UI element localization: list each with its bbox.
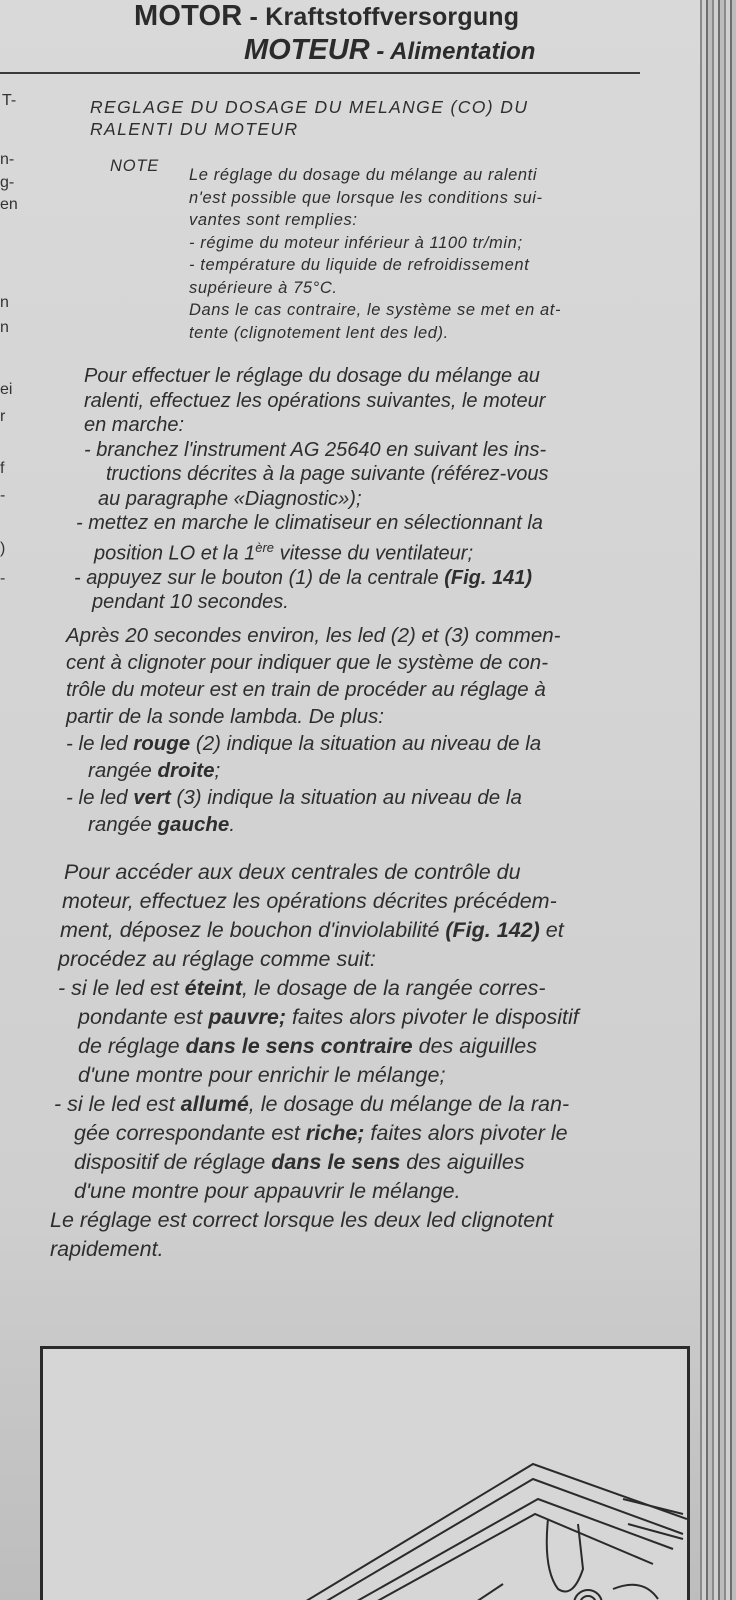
body-line [66, 730, 561, 757]
figure-ref: (Fig. 141) [444, 566, 533, 589]
body-line: tructions décrites à la page suivante (référez-vous [106, 463, 549, 485]
body-line [50, 916, 579, 945]
section-title [90, 96, 528, 140]
left-fragment: ) [0, 540, 6, 557]
header-fr-main: MOTEUR [244, 34, 370, 66]
emphasis: gauche [157, 813, 230, 836]
emphasis: éteint [184, 976, 243, 1000]
body-text: gée correspondante est [74, 1121, 306, 1145]
left-fragment: ei [0, 381, 13, 398]
figure-box [40, 1346, 690, 1600]
note-text [189, 164, 561, 344]
left-fragment: n [0, 319, 9, 336]
body-line [50, 1119, 579, 1148]
body-text: faites alors pivoter le dispositif [285, 1005, 579, 1029]
section-title-line: RALENTI DU MOTEUR [90, 119, 299, 139]
body-text: des aiguilles [400, 1150, 525, 1174]
superscript: ère [255, 539, 275, 555]
note-label: NOTE [110, 157, 160, 175]
left-fragment: T- [2, 92, 17, 109]
body-text: dispositif de réglage [74, 1150, 272, 1174]
body-text: (3) indique la situation au niveau de la [170, 786, 522, 809]
body-line [66, 784, 561, 811]
body-text: de réglage [78, 1034, 186, 1058]
body-line: Le réglage est correct lorsque les deux led clignotent [50, 1208, 554, 1232]
body-text: des aiguilles [412, 1034, 537, 1058]
left-fragment: f [0, 460, 5, 477]
note-line: vantes sont remplies: [189, 211, 358, 229]
body-line: procédez au réglage comme suit: [58, 947, 376, 971]
emphasis: dans le sens [271, 1150, 401, 1174]
note-line: - température du liquide de refroidissement [189, 256, 530, 274]
left-fragment: n [0, 294, 9, 311]
note-line: tente (clignotement lent des led). [189, 323, 449, 342]
body-line [66, 811, 561, 838]
body-line [50, 1090, 579, 1119]
body-text: rangée [88, 813, 158, 836]
emphasis: riche; [305, 1121, 365, 1145]
note-line: - régime du moteur inférieur à 1100 tr/min; [189, 233, 523, 252]
body-line [84, 536, 548, 566]
body-line: pendant 10 secondes. [92, 591, 289, 614]
body-text: rangée [88, 759, 158, 782]
body-line: en marche: [84, 414, 185, 436]
paragraph-adjustment [50, 858, 579, 1264]
left-fragment: - [0, 570, 6, 587]
body-line [50, 1148, 579, 1177]
left-fragment: n- [0, 151, 15, 168]
emphasis: dans le sens contraire [185, 1034, 413, 1058]
body-line: Après 20 secondes environ, les led (2) et (3) commen- [66, 624, 561, 647]
body-line [50, 1003, 579, 1032]
body-text: position LO et la 1 [94, 542, 256, 565]
figure-ref: (Fig. 142) [445, 918, 540, 942]
body-line: moteur, effectuez les opérations décrites précédem- [62, 889, 557, 913]
body-line: partir de la sonde lambda. De plus: [66, 705, 384, 728]
body-text: - appuyez sur le bouton (1) de la centrale [74, 566, 445, 589]
body-text: , le dosage du mélange de la ran- [248, 1092, 570, 1116]
body-line [50, 1032, 579, 1061]
body-line [74, 566, 548, 591]
body-line: ralenti, effectuez les opérations suivantes, le moteur [84, 389, 546, 412]
emphasis: pauvre; [208, 1005, 286, 1029]
body-text: ment, déposez le bouchon d'inviolabilité [60, 918, 446, 942]
emphasis: rouge [133, 732, 191, 755]
note-line: supérieure à 75°C. [189, 278, 338, 297]
body-text: (2) indique la situation au niveau de la [190, 732, 542, 755]
emphasis: vert [133, 786, 171, 809]
body-line: d'une montre pour appauvrir le mélange. [74, 1179, 461, 1203]
body-line: - branchez l'instrument AG 25640 en suivant les ins- [84, 438, 547, 461]
body-text: et [539, 918, 564, 942]
body-text: - le led [66, 732, 134, 755]
body-line: Pour effectuer le réglage du dosage du mélange au [84, 365, 540, 387]
body-text: - si le led est [54, 1092, 181, 1116]
page-edge [700, 0, 736, 1600]
note-line: n'est possible que lorsque les conditions sui- [189, 188, 543, 207]
header-german [134, 0, 519, 33]
left-fragment: r [0, 408, 6, 425]
body-line: cent à clignoter pour indiquer que le système de con- [66, 651, 549, 674]
left-fragment: en [0, 196, 18, 213]
paragraph-leds [66, 622, 561, 838]
body-line: d'une montre pour enrichir le mélange; [78, 1063, 446, 1087]
left-fragment: g- [0, 174, 15, 191]
note-line: Le réglage du dosage du mélange au ralenti [189, 166, 538, 184]
note-line: Dans le cas contraire, le système se met en at- [189, 301, 562, 319]
body-text: . [229, 813, 236, 836]
section-title-line: REGLAGE DU DOSAGE DU MELANGE (CO) DU [90, 97, 529, 117]
body-text: vitesse du ventilateur; [274, 542, 474, 565]
header-fr-sub: - Alimentation [369, 38, 536, 65]
body-line [50, 974, 579, 1003]
figure-illustration [43, 1349, 687, 1600]
emphasis: droite [157, 759, 215, 782]
body-text: - le led [66, 786, 134, 809]
emphasis: allumé [180, 1092, 249, 1116]
body-line [66, 757, 561, 784]
body-text: faites alors pivoter le [364, 1121, 568, 1145]
header-de-sub: - Kraftstoffversorgung [242, 3, 520, 31]
body-line: rapidement. [50, 1237, 164, 1261]
left-fragment: - [0, 487, 6, 504]
header-french [244, 34, 535, 67]
body-text: , le dosage de la rangée corres- [242, 976, 546, 1000]
body-text: - si le led est [58, 976, 185, 1000]
body-line: Pour accéder aux deux centrales de contrôle du [64, 860, 521, 884]
body-line: au paragraphe «Diagnostic»); [98, 487, 362, 510]
body-line: - mettez en marche le climatiseur en sélectionnant la [76, 512, 543, 534]
body-text: ; [214, 759, 221, 782]
header-de-main: MOTOR [134, 0, 243, 32]
paragraph-procedure [74, 364, 549, 615]
body-line: trôle du moteur est en train de procéder au réglage à [66, 678, 546, 701]
body-text: pondante est [78, 1005, 209, 1029]
header-rule [0, 72, 640, 74]
